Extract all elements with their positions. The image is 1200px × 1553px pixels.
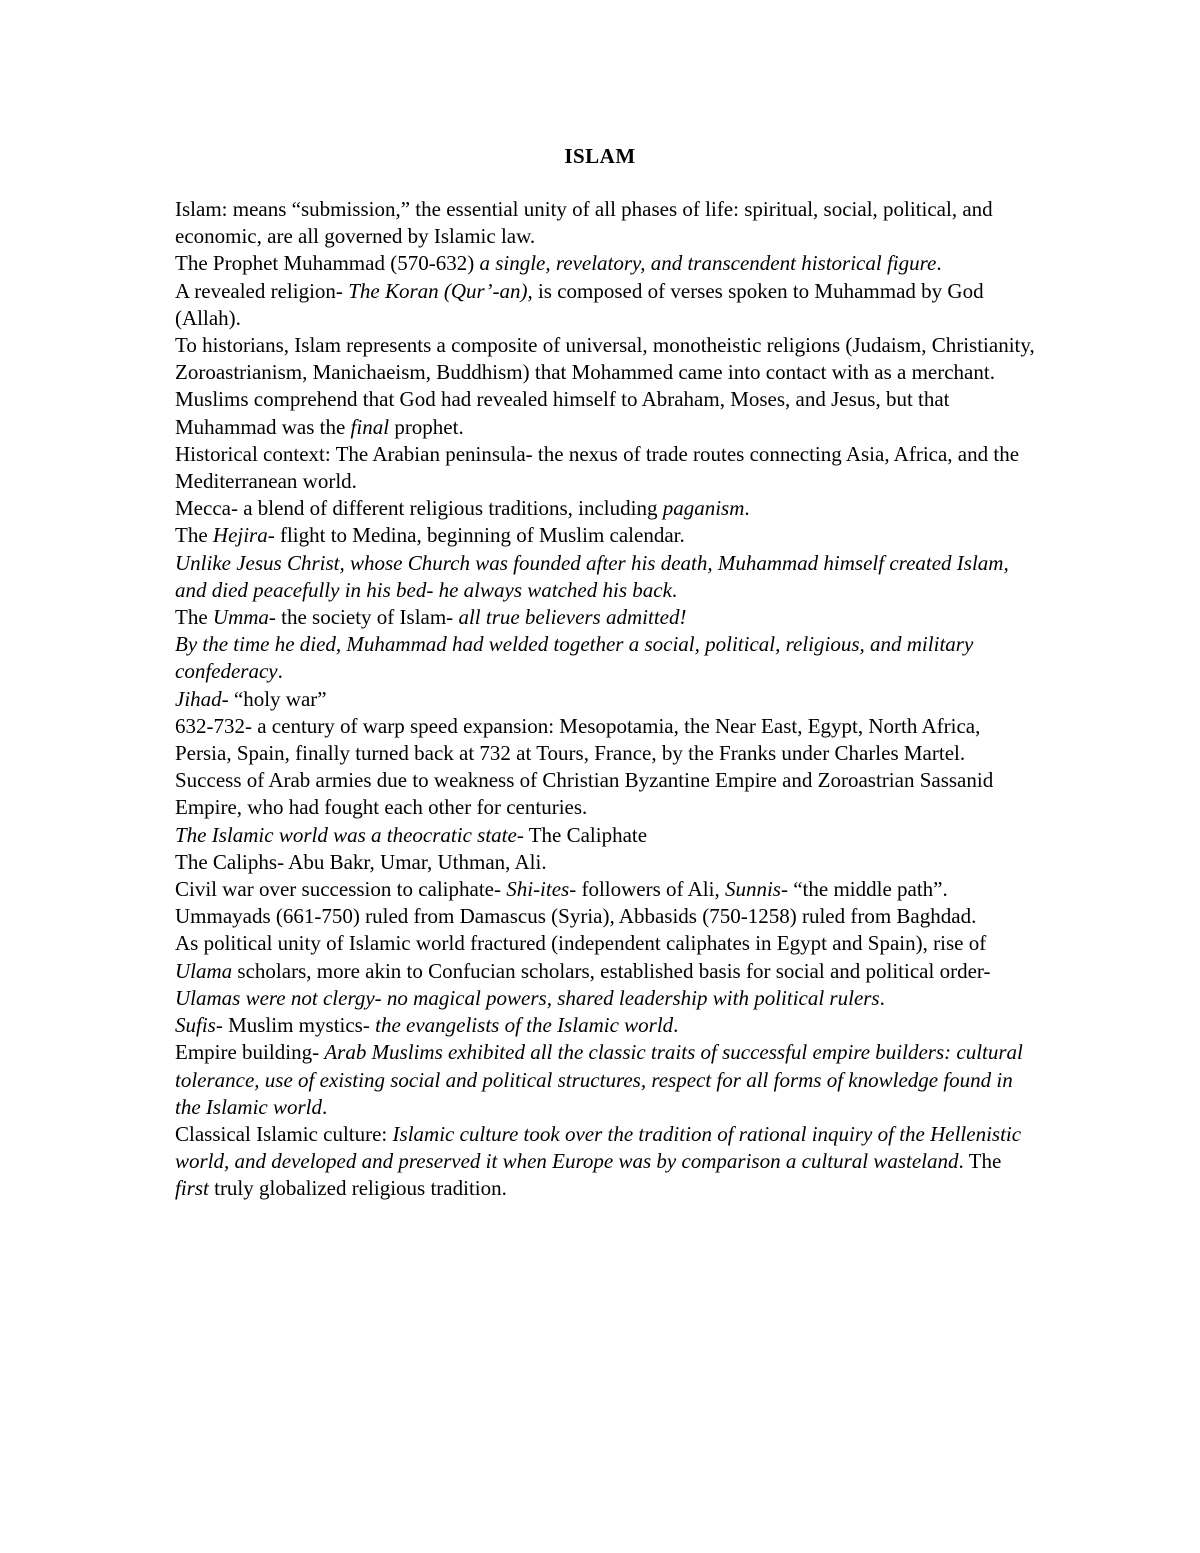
text-run: Ummayads (661-750) ruled from Damascus (Syria), Abbasids (750-1258) ruled from Baghdad.	[175, 904, 977, 929]
text-run: - “holy war”	[221, 686, 327, 711]
text-run: Muslims comprehend that God had revealed himself to Abraham, Moses, and Jesus, but that Muhammad was the	[175, 387, 950, 439]
paragraph	[175, 604, 1035, 631]
italic-text-run: Islamic culture took over the tradition of rational inquiry of the Hellenistic world, and developed and preserved it when Europe was by comparison a cultural wasteland	[175, 1121, 1022, 1174]
paragraph	[175, 332, 1035, 386]
text-run: Islam: means “submission,” the essential unity of all phases of life: spiritual, social, political, and economic, are all governed by Islamic law.	[175, 197, 993, 249]
text-run: Classical Islamic culture:	[175, 1121, 393, 1146]
paragraph	[175, 250, 1035, 277]
text-run: .	[936, 251, 942, 276]
text-run: The	[175, 523, 213, 548]
italic-text-run: The Koran (Qur’-an),	[348, 278, 533, 303]
page-title: ISLAM	[564, 144, 636, 168]
text-run: - Muslim mystics-	[215, 1013, 376, 1038]
paragraph	[175, 441, 1035, 495]
text-run: prophet.	[389, 414, 464, 439]
italic-text-run: Arab Muslims exhibited all the classic traits of successful empire builders: cultural tolerance, use of existing social and political structures, respect for all forms of knowledge found in the Islamic world	[175, 1040, 1023, 1119]
italic-text-run: The Islamic world was a theocratic state	[175, 822, 517, 847]
paragraph	[175, 822, 1035, 849]
italic-text-run: Sunnis	[724, 877, 781, 902]
italic-text-run: Sufis	[175, 1013, 216, 1038]
paragraph	[175, 930, 1035, 1012]
paragraph	[175, 631, 1035, 685]
paragraph	[175, 495, 1035, 522]
text-run: 632-732- a century of warp speed expansion: Mesopotamia, the Near East, Egypt, North Africa, Persia, Spain, finally turned back at 732 at Tours, France, by the Franks under Charles Martel.	[175, 713, 981, 766]
italic-text-run: Shi-ites	[506, 877, 570, 902]
text-run: Civil war over succession to caliphate-	[175, 877, 507, 902]
italic-text-run: paganism	[662, 496, 745, 521]
paragraph	[175, 713, 1035, 767]
paragraph	[175, 876, 1035, 903]
italic-text-run: a single, revelatory, and transcendent historical figure	[479, 251, 937, 276]
text-run: .	[744, 496, 750, 521]
text-run: - followers of Ali,	[569, 877, 725, 902]
text-run: . The	[958, 1149, 1002, 1174]
text-run: .	[673, 1013, 679, 1038]
paragraph	[175, 278, 1035, 332]
paragraph	[175, 1012, 1035, 1039]
document-body	[175, 196, 1035, 1203]
text-run: Success of Arab armies due to weakness of Christian Byzantine Empire and Zoroastrian Sassanid Empire, who had fought each other for centuries.	[175, 768, 994, 820]
paragraph	[175, 686, 1035, 713]
text-run: .	[879, 985, 885, 1010]
paragraph	[175, 1121, 1035, 1203]
text-run: A revealed religion-	[175, 278, 349, 303]
text-run: truly globalized religious tradition.	[208, 1176, 507, 1201]
text-run: Historical context: The Arabian peninsula- the nexus of trade routes connecting Asia, Africa, and the Mediterranean world.	[175, 441, 1020, 494]
paragraph	[175, 849, 1035, 876]
italic-text-run: Hejira	[212, 523, 268, 548]
paragraph	[175, 550, 1035, 604]
text-run: The Prophet Muhammad (570-632)	[175, 251, 480, 276]
italic-text-run: Ulama	[175, 958, 233, 983]
text-run: To historians, Islam represents a composite of universal, monotheistic religions (Judaism, Christianity, Zoroastrianism, Manichaeism, Buddhism) that Mohammed came into contact with as a merchant.	[175, 333, 1035, 385]
paragraph	[175, 903, 1035, 930]
text-run: Empire building-	[175, 1040, 325, 1065]
paragraph	[175, 196, 1035, 250]
text-run: - the society of Islam-	[268, 605, 459, 630]
italic-text-run: all true believers admitted!	[458, 605, 687, 630]
paragraph	[175, 1039, 1035, 1121]
text-run: - flight to Medina, beginning of Muslim calendar.	[267, 523, 685, 548]
paragraph	[175, 522, 1035, 549]
text-run: The	[175, 605, 213, 630]
text-run: - “the middle path”.	[780, 877, 948, 902]
text-run: As political unity of Islamic world fractured (independent caliphates in Egypt and Spain), rise of	[175, 931, 987, 956]
paragraph	[175, 386, 1035, 440]
italic-text-run: Jihad	[175, 686, 222, 711]
text-run: Mecca- a blend of different religious traditions, including	[175, 496, 663, 521]
italic-text-run: Umma	[212, 605, 269, 630]
italic-text-run: By the time he died, Muhammad had welded together a social, political, religious, and military confederacy	[175, 632, 974, 684]
text-run: - The Caliphate	[516, 822, 648, 847]
italic-text-run: the evangelists of the Islamic world	[375, 1013, 674, 1038]
italic-text-run: Ulamas were not clergy- no magical powers, shared leadership with political rulers	[175, 985, 880, 1010]
text-run: .	[671, 577, 678, 602]
paragraph	[175, 767, 1035, 821]
text-run: The Caliphs- Abu Bakr, Umar, Uthman, Ali.	[175, 849, 547, 874]
text-run: is composed of verses spoken to Muhammad by God (Allah).	[175, 278, 984, 330]
text-run: .	[277, 659, 283, 684]
text-run: scholars, more akin to Confucian scholars, established basis for social and political order-	[232, 958, 991, 983]
italic-text-run: Unlike Jesus Christ, whose Church was founded after his death, Muhammad himself created Islam, and died peacefully in his bed- he always watched his back	[175, 550, 1009, 602]
text-run: .	[322, 1094, 328, 1119]
italic-text-run: final	[350, 414, 390, 439]
italic-text-run: first	[175, 1176, 209, 1201]
